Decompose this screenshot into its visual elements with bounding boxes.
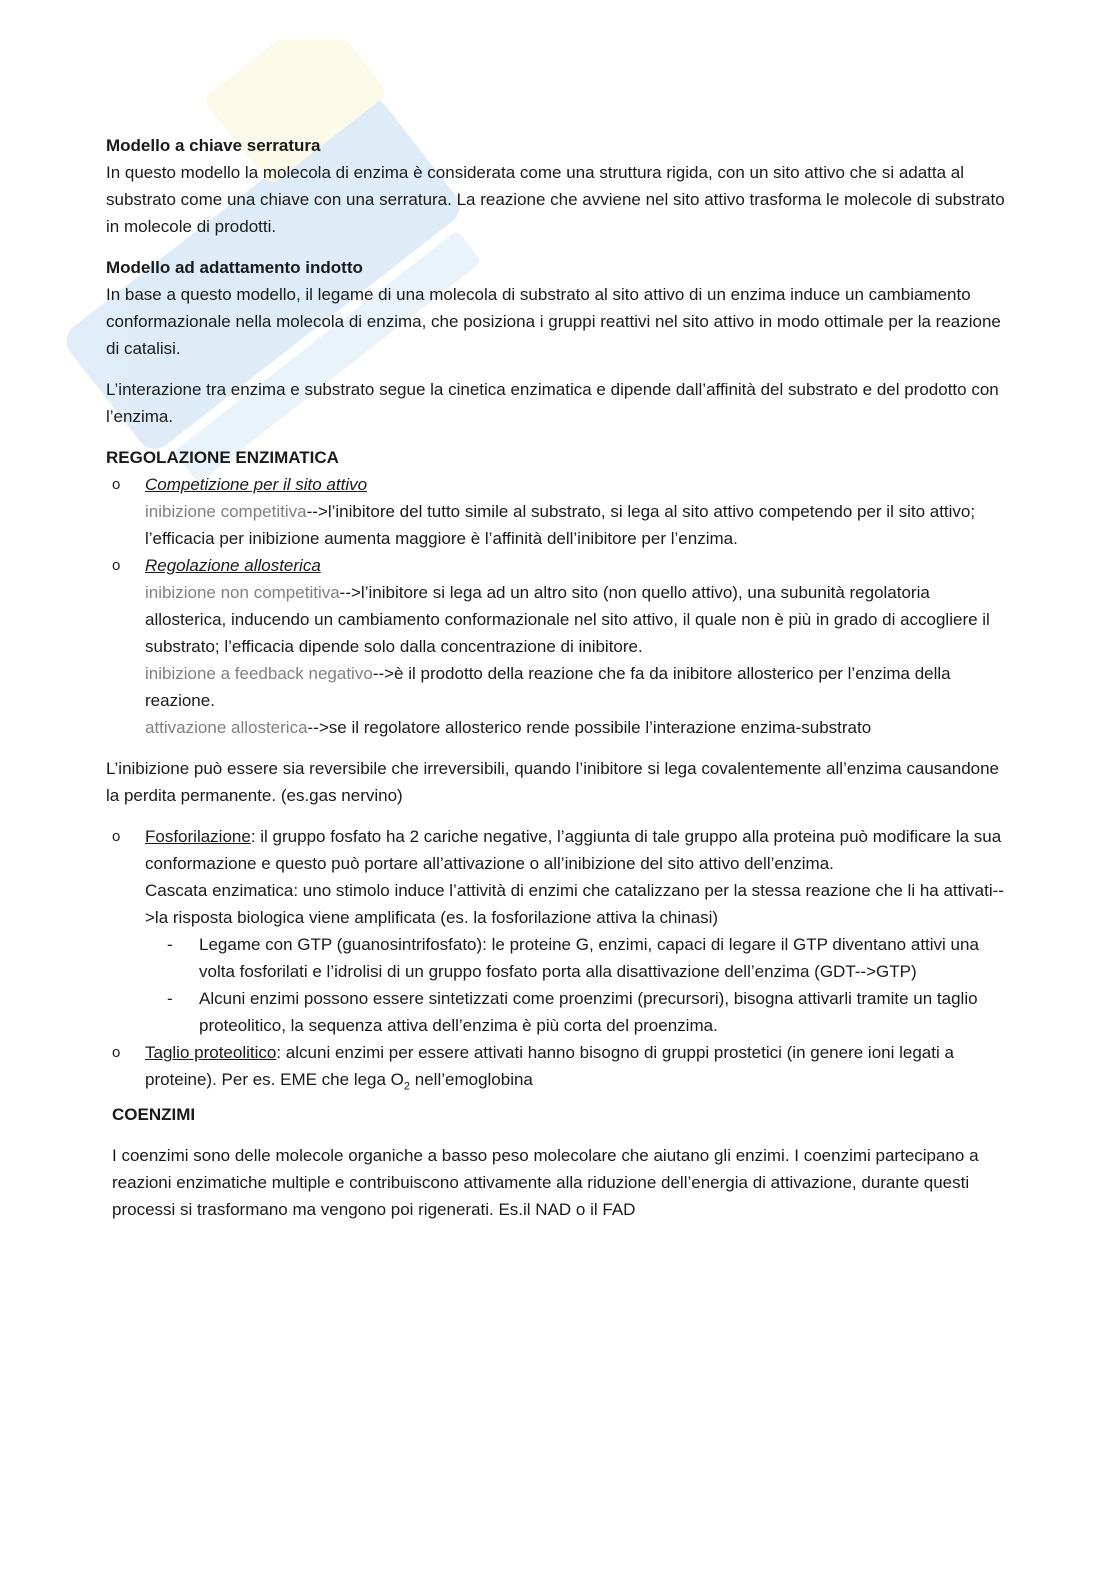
text-inibizione-non-competitiva: -->l’inibitore si lega ad un altro sito (non quello attivo), una subunità regolatoria allosterica, inducendo un cambiamento conformazionale nel sito attivo, il quale non è più in grado di accogliere il substrato; l’efficacia dipende solo dalla concentrazione di inibitore. <box>145 583 990 656</box>
term-inibizione-competitiva: inibizione competitiva <box>145 502 307 521</box>
heading-modello-chiave: Modello a chiave serratura <box>106 136 321 155</box>
term-inibizione-non-competitiva: inibizione non competitiva <box>145 583 340 602</box>
term-feedback-negativo: inibizione a feedback negativo <box>145 664 373 683</box>
subscript-2: 2 <box>403 1080 411 1093</box>
entry-fosforilazione <box>145 823 1006 877</box>
document-page <box>106 132 1006 1223</box>
text-proenzimi: Alcuni enzimi possono essere sintetizzati come proenzimi (precursori), bisogna attivarli tramite un taglio proteolitico, la sequenza attiva dell’enzima è più corta del proenzima. <box>199 989 978 1035</box>
sub-item-gtp <box>106 931 1006 985</box>
entry-attivazione-allosterica <box>145 714 1006 741</box>
paragraph-inibizione: L’inibizione può essere sia reversibile che irreversibili, quando l’inibitore si lega covalentemente all’enzima causandone la perdita permanente. (es.gas nervino) <box>106 759 1000 805</box>
subheading-regolazione-allosterica: Regolazione allosterica <box>145 556 321 575</box>
term-attivazione-allosterica: attivazione allosterica <box>145 718 308 737</box>
text-gtp: Legame con GTP (guanosintrifosfato): le proteine G, enzimi, capaci di legare il GTP diventano attivi una volta fosforilati e l’idrolisi di un gruppo fosfato porta alla disattivazione dell’enzima (GDT-->GTP) <box>199 935 979 981</box>
paragraph-cascata: Cascata enzimatica: uno stimolo induce l’attività di enzimi che catalizzano per la stessa reazione che li ha attivati-->la risposta biologica viene amplificata (es. la fosforilazione attiva la chinasi) <box>145 881 1004 927</box>
subheading-competizione: Competizione per il sito attivo <box>145 475 368 494</box>
entry-feedback-negativo <box>145 660 1006 714</box>
entry-inibizione-non-competitiva <box>145 579 1006 660</box>
heading-coenzimi: COENZIMI <box>112 1105 196 1124</box>
list-item-regolazione-allosterica <box>106 552 1006 741</box>
bullet: o <box>112 557 121 574</box>
text-fosforilazione: : il gruppo fosfato ha 2 cariche negative, l’aggiunta di tale gruppo alla proteina può modificare la sua conformazione e questo può portare all’attivazione o all’inibizione del sito attivo dell’enzima. <box>145 827 1002 873</box>
term-taglio-proteolitico: Taglio proteolitico <box>145 1043 277 1062</box>
list-item-fosforilazione <box>106 823 1006 931</box>
text-inibizione-competitiva: -->l’inibitore del tutto simile al substrato, si lega al sito attivo competendo per il sito attivo; l’efficacia per inibizione aumenta maggiore è l’affinità dell’inibitore per l’enzima. <box>145 502 976 548</box>
entry-taglio-proteolitico <box>145 1039 1006 1093</box>
term-fosforilazione: Fosforilazione <box>145 827 251 846</box>
bullet: o <box>112 828 121 845</box>
bullet: o <box>112 1044 121 1061</box>
sub-item-proenzimi <box>106 985 1006 1039</box>
text-feedback-negativo: -->è il prodotto della reazione che fa da inibitore allosterico per l’enzima della reazione. <box>145 664 951 710</box>
heading-regolazione: REGOLAZIONE ENZIMATICA <box>106 448 339 467</box>
list-item-competizione <box>106 471 1006 552</box>
paragraph-modello-adattamento: In base a questo modello, il legame di una molecola di substrato al sito attivo di un enzima induce un cambiamento conformazionale nella molecola di enzima, che posiziona i gruppi reattivi nel sito attivo in modo ottimale per la reazione di catalisi. <box>106 285 1001 358</box>
text-attivazione-allosterica: -->se il regolatore allosterico rende possibile l’interazione enzima-substrato <box>307 718 872 737</box>
text-emoglobina: nell’emoglobina <box>410 1070 533 1089</box>
heading-modello-adattamento: Modello ad adattamento indotto <box>106 258 363 277</box>
entry-inibizione-competitiva <box>145 498 1006 552</box>
list-item-taglio-proteolitico <box>106 1039 1006 1093</box>
paragraph-coenzimi: I coenzimi sono delle molecole organiche a basso peso molecolare che aiutano gli enzimi. I coenzimi partecipano a reazioni enzimatiche multiple e contribuiscono attivamente alla riduzione dell’energia di attivazione, durante questi processi si trasformano ma vengono poi rigenerati. Es.il NAD o il FAD <box>112 1146 979 1219</box>
dash-bullet: - <box>167 989 173 1008</box>
bullet: o <box>112 476 121 493</box>
dash-bullet: - <box>167 935 173 954</box>
text-taglio-proteolitico: : alcuni enzimi per essere attivati hanno bisogno di gruppi prostetici (in genere ioni legati a proteine). Per es. EME che lega O <box>145 1043 954 1089</box>
paragraph-modello-chiave: In questo modello la molecola di enzima è considerata come una struttura rigida, con un sito attivo che si adatta al substrato come una chiave con una serratura. La reazione che avviene nel sito attivo trasforma le molecole di substrato in molecole di prodotti. <box>106 163 1005 236</box>
paragraph-interazione: L’interazione tra enzima e substrato segue la cinetica enzimatica e dipende dall’affinità del substrato e del prodotto con l’enzima. <box>106 380 999 426</box>
